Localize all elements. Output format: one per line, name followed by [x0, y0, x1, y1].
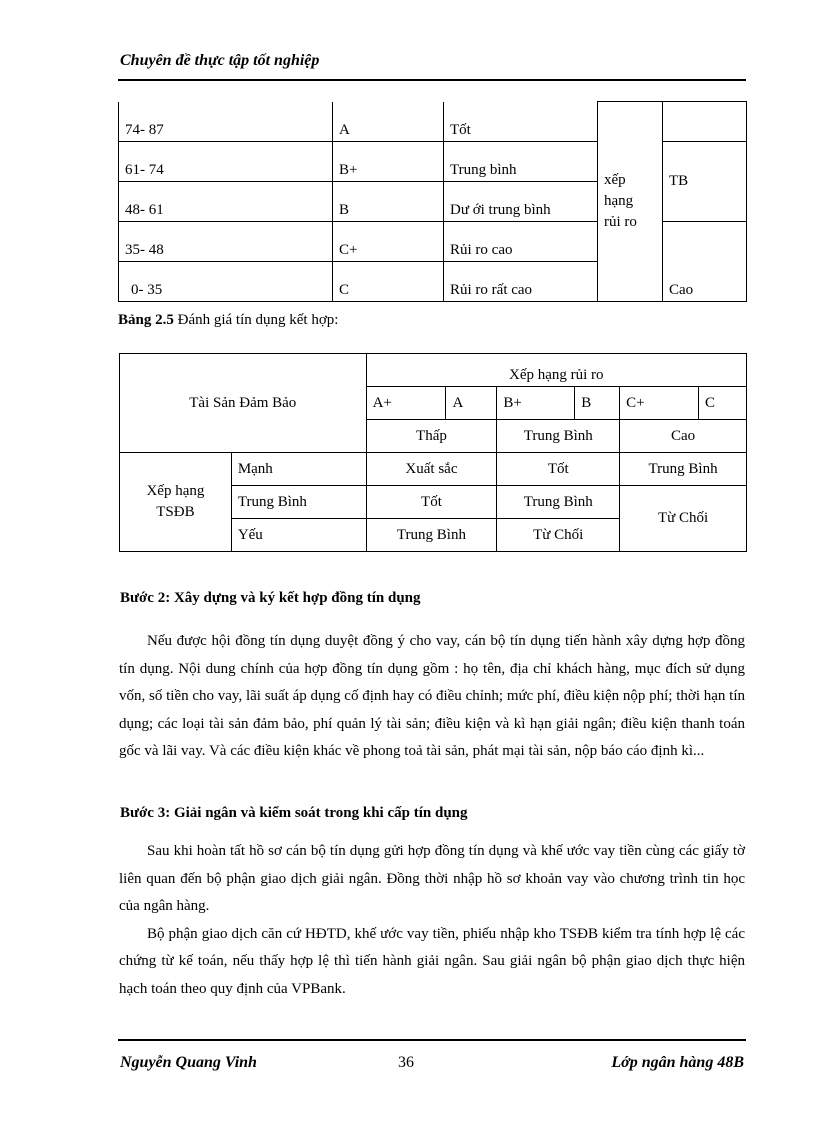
grade-cell: C+ [620, 387, 699, 420]
tsdb-row-label [120, 453, 232, 552]
step3-body [119, 838, 745, 1003]
tsdb-row-label-line-1: Xếp hạng [146, 483, 205, 499]
result-cell: Từ Chối [497, 519, 620, 552]
page-header-title: Chuyên đề thực tập tốt nghiệp [120, 52, 320, 69]
header-rule [118, 79, 746, 81]
merged-risk-label-line-1: xếp [604, 172, 626, 188]
footer-author: Nguyễn Quang Vinh [120, 1054, 257, 1071]
group-thap: Thấp [366, 420, 497, 453]
score-grade: A [333, 102, 444, 142]
combined-credit-table [119, 353, 747, 552]
group-cao: Cao [620, 420, 747, 453]
step3-heading: Bước 3: Giải ngân và kiểm soát trong khi cấp tín dụng [120, 805, 468, 821]
page-number: 36 [398, 1054, 414, 1071]
grade-cell: B+ [497, 387, 575, 420]
caption-label: Bảng 2.5 [118, 312, 174, 328]
table-caption [118, 312, 338, 329]
step2-paragraph: Nếu được hội đồng tín dụng duyệt đồng ý cho vay, cán bộ tín dụng tiến hành xây dựng hợp đồng tín dụng. Nội dung chính của hợp đồng tín dụng gồm : họ tên, địa chỉ khách hàng, mục đích sử dụng vốn, số tiền cho vay, lãi suất áp dụng cố định hay có điều chỉnh; mức phí, điều kiện nộp phí; thời hạn tín dụng; các loại tài sản đảm bảo, phí quản lý tài sản; điều kiện và kì hạn giải ngân; điều kiện thanh toán gốc và lãi vay. Và các điều kiện khác về phong toả tài sản, phát mại tài sản, nộp báo cáo định kì... [119, 633, 745, 759]
level-cell: Mạnh [231, 453, 366, 486]
table-row [120, 453, 747, 486]
merged-risk-label-line-2: hạng [604, 193, 634, 209]
caption-text: Đánh giá tín dụng kết hợp: [173, 312, 339, 328]
step2-body [119, 628, 745, 766]
score-grade: C+ [333, 222, 444, 262]
result-cell: Xuất sắc [366, 453, 497, 486]
score-range: 61- 74 [119, 142, 333, 182]
score-desc: Dư ới trung bình [444, 182, 598, 222]
footer-class: Lớp ngân hàng 48B [611, 1054, 744, 1071]
score-grade: C [333, 262, 444, 302]
risk-header: Xếp hạng rủi ro [366, 354, 746, 387]
tsdb-row-label-line-2: TSĐB [156, 504, 195, 520]
merged-risk-label [598, 102, 663, 302]
level-cell: Trung Bình [231, 486, 366, 519]
grade-cell: C [698, 387, 746, 420]
merged-risk-label-line-3: rủi ro [604, 214, 637, 230]
tb-cell: TB [663, 142, 747, 222]
score-range: 35- 48 [119, 222, 333, 262]
score-range: 48- 61 [119, 182, 333, 222]
blank-cell [663, 102, 747, 142]
result-cell: Trung Bình [497, 486, 620, 519]
group-trung-binh: Trung Bình [497, 420, 620, 453]
table-row [120, 354, 747, 387]
step3-paragraph-1: Sau khi hoàn tất hồ sơ cán bộ tín dụng gửi hợp đồng tín dụng và khế ước vay tiền cùng các giấy tờ liên quan đến bộ phận giao dịch giải ngân. Đồng thời nhập hồ sơ khoản vay vào chương trình tin học của ngân hàng. [119, 843, 745, 914]
footer-rule [118, 1039, 746, 1041]
score-range: 0- 35 [119, 262, 333, 302]
risk-score-table [118, 101, 747, 302]
score-range: 74- 87 [119, 102, 333, 142]
grade-cell: B [575, 387, 620, 420]
score-grade: B+ [333, 142, 444, 182]
result-cell: Trung Bình [366, 519, 497, 552]
grade-cell: A+ [366, 387, 446, 420]
score-desc: Trung bình [444, 142, 598, 182]
score-desc: Tốt [444, 102, 598, 142]
score-desc: Rủi ro rất cao [444, 262, 598, 302]
grade-cell: A [446, 387, 497, 420]
result-cell: Từ Chối [620, 486, 747, 552]
result-cell: Tốt [366, 486, 497, 519]
step2-heading: Bước 2: Xây dựng và ký kết hợp đồng tín dụng [120, 590, 421, 606]
step3-paragraph-2: Bộ phận giao dịch căn cứ HĐTD, khế ước vay tiền, phiếu nhập kho TSĐB kiểm tra tính hợp lệ các chứng từ kế toán, nếu thấy hợp lệ thì tiến hành giải ngân. Sau giải ngân bộ phận giao dịch thực hiện hạch toán theo quy định của VPBank. [119, 925, 745, 997]
tsdb-header: Tài Sản Đảm Bảo [120, 354, 367, 453]
result-cell: Tốt [497, 453, 620, 486]
cao-cell: Cao [663, 222, 747, 302]
result-cell: Trung Bình [620, 453, 747, 486]
score-desc: Rủi ro cao [444, 222, 598, 262]
level-cell: Yếu [231, 519, 366, 552]
table-row [119, 102, 747, 142]
score-grade: B [333, 182, 444, 222]
